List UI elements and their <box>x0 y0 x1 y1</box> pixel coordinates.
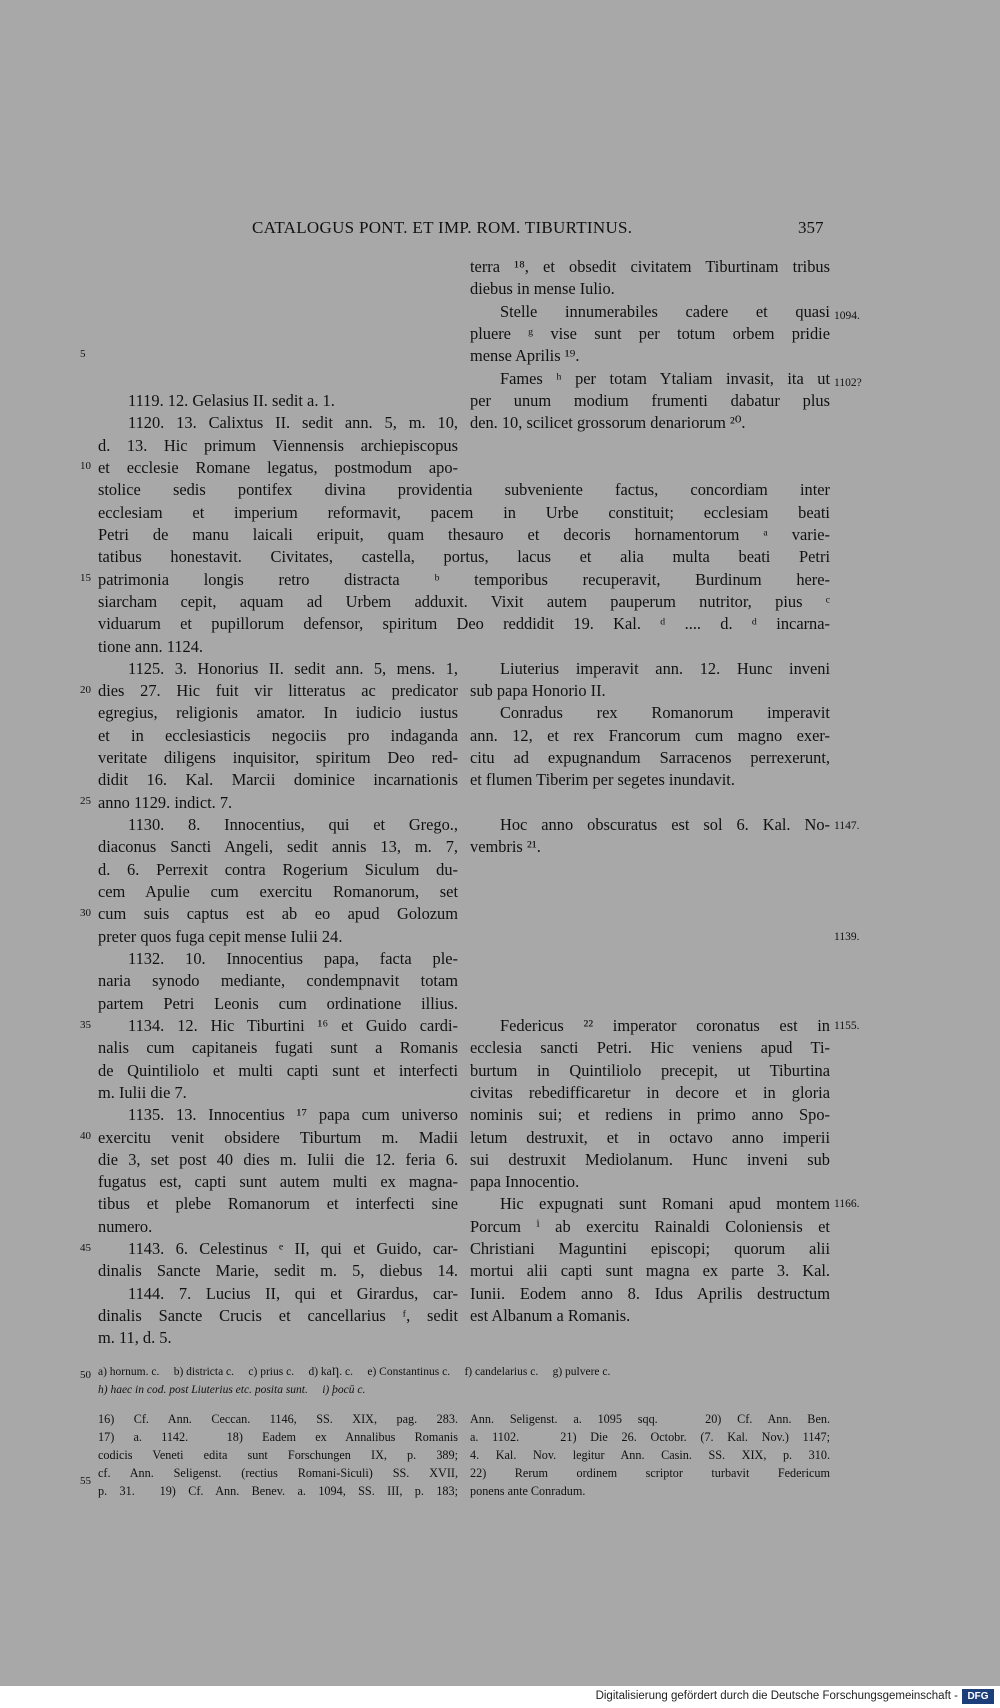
line-number: 5 <box>80 348 86 360</box>
text-line: burtum in Quintiliolo precepit, ut Tiburtina <box>470 1061 830 1080</box>
text-line: tione ann. 1124. <box>98 637 204 656</box>
text-line: dies 27. Hic fuit vir litteratus ac predicator <box>98 681 458 700</box>
text-line: siarcham cepit, aquam ad Urbem adduxit. Vixit autem pauperum nutritor, pius ᶜ <box>98 592 830 611</box>
text-line: stolice sedis pontifex divina providentia subveniente factus, concordiam inter <box>98 480 830 499</box>
margin-year: 1102? <box>834 377 862 389</box>
text-line: didit 16. Kal. Marcii dominice incarnationis <box>98 770 458 789</box>
variant-note: a) hornum. c. b) districta c. c) prius c. d) kaȠ. c. e) Constantinus c. f) candelarius c. g) pulvere c. <box>98 1366 611 1378</box>
text-line: preter quos fuga cepit mense Iulii 24. <box>98 927 343 946</box>
text-line: veritate diligens inquisitor, spiritum Deo red- <box>98 748 458 767</box>
line-number: 45 <box>80 1242 91 1254</box>
footnote-line: 16) Cf. Ann. Ceccan. 1146, SS. XIX, pag. 283. <box>98 1412 458 1426</box>
text-line: Conradus rex Romanorum imperavit <box>500 703 830 722</box>
margin-year: 1147. <box>834 820 860 832</box>
footnote-line: Ann. Seligenst. a. 1095 sqq. 20) Cf. Ann. Ben. <box>470 1412 830 1426</box>
text-line: ecclesia sancti Petri. Hic veniens apud Ti- <box>470 1038 830 1057</box>
text-line: dinalis Sancte Marie, sedit m. 5, diebus 14. <box>98 1261 458 1280</box>
text-line: diebus in mense Iulio. <box>470 279 615 298</box>
text-line: 1134. 12. Hic Tiburtini ¹⁶ et Guido cardi- <box>128 1016 458 1035</box>
text-line: Christiani Maguntini episcopi; quorum alii <box>470 1239 830 1258</box>
variant-note: h) haec in cod. post Liuterius etc. posita sunt. i) þocū c. <box>98 1384 366 1396</box>
text-line: 1132. 10. Innocentius papa, facta ple- <box>128 949 458 968</box>
line-number: 25 <box>80 795 91 807</box>
text-line: 1135. 13. Innocentius ¹⁷ papa cum universo <box>128 1105 458 1124</box>
text-line: letum destruxit, et in octavo anno imperii <box>470 1128 830 1147</box>
line-number: 30 <box>80 907 91 919</box>
text-line: tatibus honestavit. Civitates, castella, portus, lacus et alia multa beati Petri <box>98 547 830 566</box>
digitization-credit: Digitalisierung gefördert durch die Deutsche Forschungsgemeinschaft - <box>595 1690 958 1702</box>
text-line: ann. 12, et rex Francorum cum magno exer- <box>470 726 830 745</box>
dfg-logo-icon: DFG <box>962 1689 994 1704</box>
text-line: Iunii. Eodem anno 8. Idus Aprilis destructum <box>470 1284 830 1303</box>
text-line: dinalis Sancte Crucis et cancellarius ᶠ, sedit <box>98 1306 458 1325</box>
text-line: sub papa Honorio II. <box>470 681 606 700</box>
footnote-line: 22) Rerum ordinem scriptor turbavit Federicum <box>470 1466 830 1480</box>
text-line: sui destruxit Mediolanum. Hunc inveni sub <box>470 1150 830 1169</box>
text-line: 1143. 6. Celestinus ᵉ II, qui et Guido, car- <box>128 1239 458 1258</box>
text-line: papa Innocentio. <box>470 1172 580 1191</box>
margin-year: 1094. <box>834 310 860 322</box>
margin-year: 1139. <box>834 931 860 943</box>
text-line: civitas rebedifficaretur in decore et in gloria <box>470 1083 830 1102</box>
text-line: per unum modium frumenti dabatur plus <box>470 391 830 410</box>
text-line: ecclesiam et imperium reformavit, pacem in Urbe constituit; ecclesiam beati <box>98 503 830 522</box>
text-line: patrimonia longis retro distracta ᵇ temporibus recuperavit, Burdinum here- <box>98 570 830 589</box>
text-line: numero. <box>98 1217 153 1236</box>
text-line: Liuterius imperavit ann. 12. Hunc inveni <box>500 659 830 678</box>
text-line: naria synodo mediante, condempnavit totam <box>98 971 458 990</box>
text-line: fugatus est, capti sunt autem multi ex magna- <box>98 1172 458 1191</box>
margin-year: 1155. <box>834 1020 860 1032</box>
line-number: 20 <box>80 684 91 696</box>
text-line: est Albanum a Romanis. <box>470 1306 631 1325</box>
running-title: CATALOGUS PONT. ET IMP. ROM. TIBURTINUS. <box>252 218 633 237</box>
text-line: 1125. 3. Honorius II. sedit ann. 5, mens. 1, <box>128 659 458 678</box>
text-line: exercitu venit obsidere Tiburtum m. Madii <box>98 1128 458 1147</box>
page-number: 357 <box>798 218 824 237</box>
margin-year: 1166. <box>834 1198 860 1210</box>
footnote-line: 17) a. 1142. 18) Eadem ex Annalibus Romanis <box>98 1430 458 1444</box>
text-line: pluere ᵍ vise sunt per totum orbem pridie <box>470 324 830 343</box>
text-line: cem Apulie cum exercitu Romanorum, set <box>98 882 458 901</box>
text-line: Porcum ⁱ ab exercitu Rainaldi Coloniensis et <box>470 1217 830 1236</box>
text-line: den. 10, scilicet grossorum denariorum ²⁰. <box>470 413 746 432</box>
text-line: citu ad expugnandum Sarracenos perrexerunt, <box>470 748 830 767</box>
text-line: tibus et plebe Romanorum et interfecti sine <box>98 1194 458 1213</box>
footnote-line: ponens ante Conradum. <box>470 1484 586 1498</box>
text-line: egregius, religionis amator. In iudicio iustus <box>98 703 458 722</box>
text-line: m. Iulii die 7. <box>98 1083 187 1102</box>
footnote-line: cf. Ann. Seligenst. (rectius Romani-Siculi) SS. XVII, <box>98 1466 458 1480</box>
text-line: mense Aprilis ¹⁹. <box>470 346 580 365</box>
line-number: 15 <box>80 572 91 584</box>
text-line: nominis sui; et rediens in primo anno Spo- <box>470 1105 830 1124</box>
text-line: nalis cum capitaneis fugati sunt a Romanis <box>98 1038 458 1057</box>
text-line: Federicus ²² imperator coronatus est in <box>500 1016 830 1035</box>
text-line: de Quintiliolo et multi capti sunt et interfecti <box>98 1061 458 1080</box>
digitization-banner <box>0 1686 1000 1708</box>
text-line: die 3, set post 40 dies m. Iulii die 12. feria 6. <box>98 1150 458 1169</box>
text-line: d. 6. Perrexit contra Rogerium Siculum du- <box>98 860 458 879</box>
line-number: 40 <box>80 1130 91 1142</box>
text-line: 1144. 7. Lucius II, qui et Girardus, car- <box>128 1284 458 1303</box>
footnote-line: a. 1102. 21) Die 26. Octobr. (7. Kal. Nov.) 1147; <box>470 1430 830 1444</box>
text-line: et flumen Tiberim per segetes inundavit. <box>470 770 735 789</box>
text-line: anno 1129. indict. 7. <box>98 793 233 812</box>
line-number: 10 <box>80 460 91 472</box>
text-line: Hic expugnati sunt Romani apud montem <box>500 1194 830 1213</box>
text-line: Petri de manu laicali eripuit, quam thesauro et decoris hornamentorum ᵃ varie- <box>98 525 830 544</box>
text-line: 1120. 13. Calixtus II. sedit ann. 5, m. 10, <box>128 413 458 432</box>
text-line: et ecclesie Romane legatus, postmodum apo- <box>98 458 458 477</box>
text-line: Fames ʰ per totam Ytaliam invasit, ita ut <box>500 369 830 388</box>
text-line: Hoc anno obscuratus est sol 6. Kal. No- <box>500 815 830 834</box>
text-line: Stelle innumerabiles cadere et quasi <box>500 302 830 321</box>
text-line: m. 11, d. 5. <box>98 1328 172 1347</box>
text-line: viduarum et pupillorum defensor, spiritum Deo reddidit 19. Kal. ᵈ .... d. ᵈ incarna- <box>98 614 830 633</box>
footnote-line: p. 31. 19) Cf. Ann. Benev. a. 1094, SS. III, p. 183; <box>98 1484 458 1498</box>
text-line: terra ¹⁸, et obsedit civitatem Tiburtinam tribus <box>470 257 830 276</box>
text-line: mortui alii capti sunt magna ex parte 3. Kal. <box>470 1261 830 1280</box>
text-line: diaconus Sancti Angeli, sedit annis 13, m. 7, <box>98 837 458 856</box>
text-line: 1130. 8. Innocentius, qui et Grego., <box>128 815 458 834</box>
footnote-line: 4. Kal. Nov. legitur Ann. Casin. SS. XIX, p. 310. <box>470 1448 830 1462</box>
text-line: vembris ²¹. <box>470 837 541 856</box>
text-line: cum suis captus est ab eo apud Golozum <box>98 904 458 923</box>
text-line: et in ecclesiasticis negociis pro indaganda <box>98 726 458 745</box>
text-line: d. 13. Hic primum Viennensis archiepiscopus <box>98 436 458 455</box>
line-number: 55 <box>80 1475 91 1487</box>
line-number: 50 <box>80 1369 91 1381</box>
text-line: 1119. 12. Gelasius II. sedit a. 1. <box>128 391 335 410</box>
line-number: 35 <box>80 1019 91 1031</box>
text-line: partem Petri Leonis cum ordinatione illius. <box>98 994 458 1013</box>
footnote-line: codicis Veneti edita sunt Forschungen IX, p. 389; <box>98 1448 458 1462</box>
